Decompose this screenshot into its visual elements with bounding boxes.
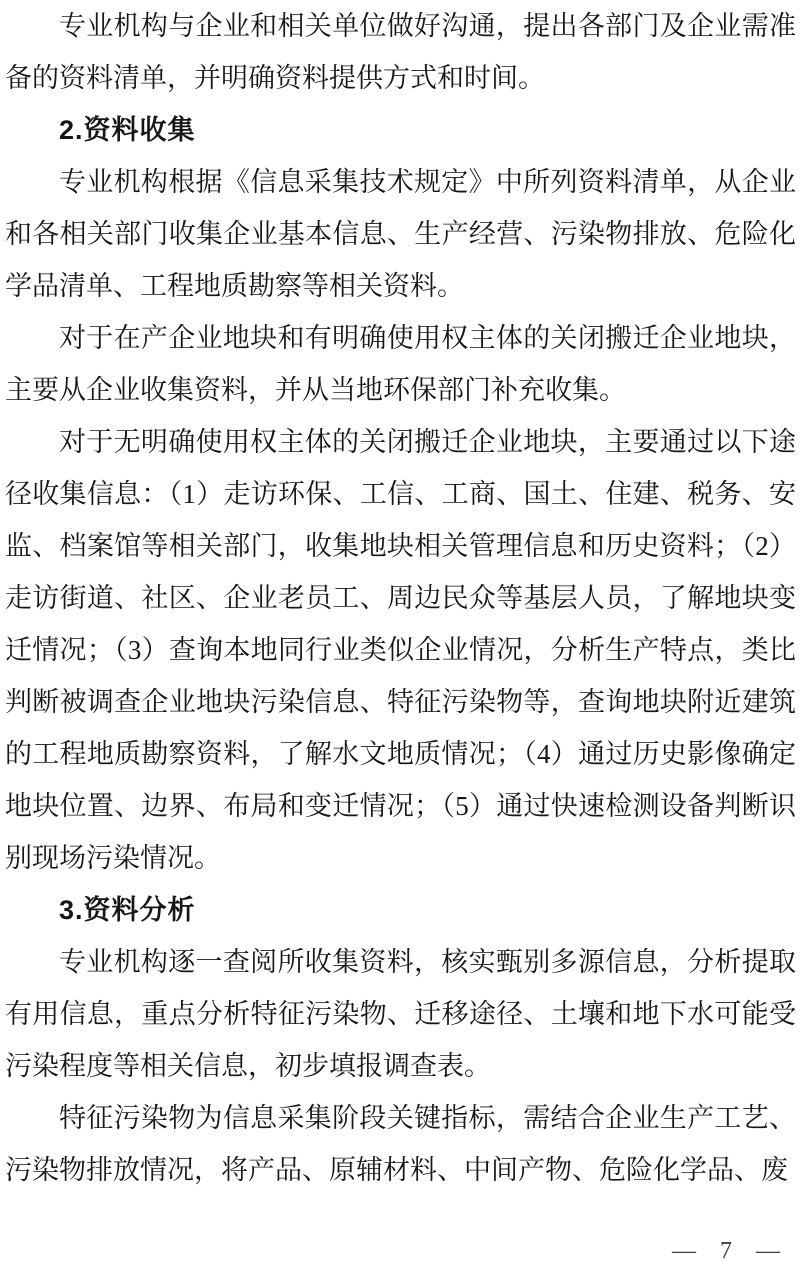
body-paragraph: 专业机构与企业和相关单位做好沟通，提出各部门及企业需准备的资料清单，并明确资料提供方式和时间。 — [5, 11, 796, 93]
body-paragraph: 专业机构根据《信息采集技术规定》中所列资料清单，从企业和各相关部门收集企业基本信息、生产经营、污染物排放、危险化学品清单、工程地质勘察等相关资料。 — [5, 167, 796, 301]
document-body — [5, 0, 796, 1196]
body-paragraph: 特征污染物为信息采集阶段关键指标，需结合企业生产工艺、污染物排放情况，将产品、原辅材料、中间产物、危险化学品、废 — [5, 1103, 796, 1185]
body-paragraph: 对于在产企业地块和有明确使用权主体的关闭搬迁企业地块，主要从企业收集资料，并从当地环保部门补充收集。 — [5, 323, 796, 405]
body-paragraph: 对于无明确使用权主体的关闭搬迁企业地块，主要通过以下途径收集信息：（1）走访环保、工信、工商、国土、住建、税务、安监、档案馆等相关部门，收集地块相关管理信息和历史资料；（2）走访街道、社区、企业老员工、周边民众等基层人员，了解地块变迁情况；（3）查询本地同行业类似企业情况，分析生产特点，类比判断被调查企业地块污染信息、特征污染物等，查询地块附近建筑的工程地质勘察资料，了解水文地质情况；（4）通过历史影像确定地块位置、边界、布局和变迁情况；（5）通过快速检测设备判断识别现场污染情况。 — [5, 427, 796, 873]
page-number: — 7 — — [672, 1238, 786, 1264]
section-heading: 3.资料分析 — [59, 895, 196, 925]
body-paragraph: 专业机构逐一查阅所收集资料，核实甄别多源信息，分析提取有用信息，重点分析特征污染物、迁移途径、土壤和地下水可能受污染程度等相关信息，初步填报调查表。 — [5, 947, 796, 1081]
section-heading: 2.资料收集 — [59, 115, 196, 145]
